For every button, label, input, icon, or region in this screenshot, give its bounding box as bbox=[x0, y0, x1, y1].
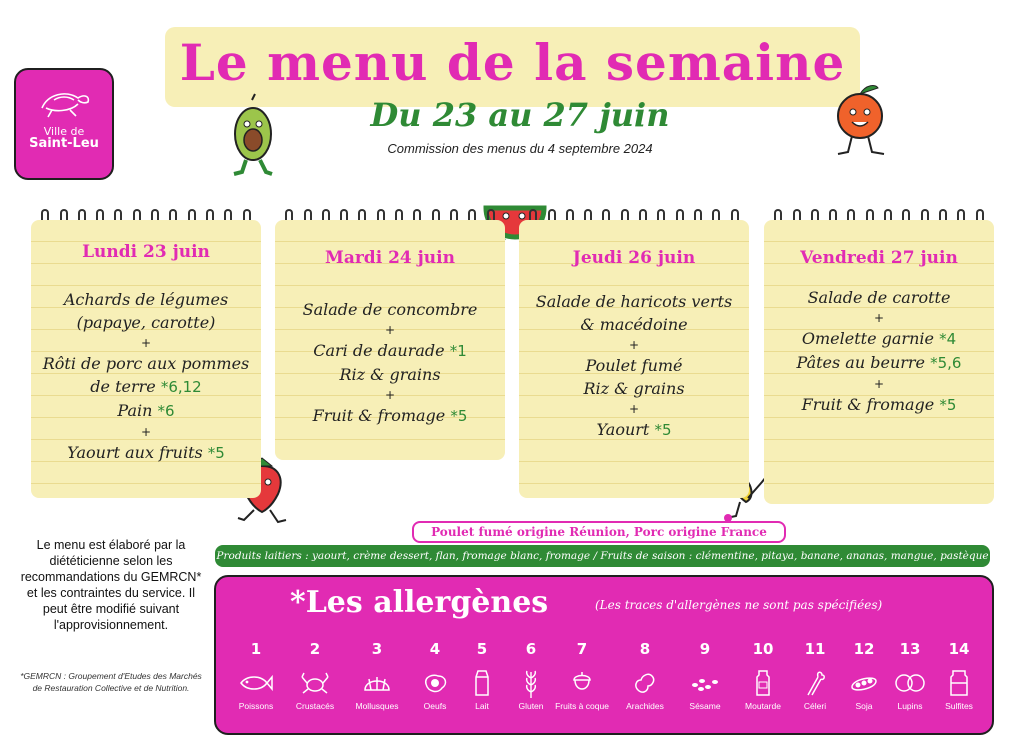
day-card-friday bbox=[764, 220, 994, 504]
allergen-5: 5 Lait bbox=[450, 640, 514, 711]
menu-item: Salade de carotte + Omelette garnie *4 Pâtes au beurre *5,6 + Fruit & fromage *5 bbox=[796, 288, 962, 414]
orange-mascot-icon bbox=[830, 76, 890, 162]
fish-icon bbox=[224, 668, 288, 698]
menu-item: Achards de légumes (papaye, carotte) + Rôti de porc aux pommes de terre *6,12 Pain *6 + Yaourt aux fruits *5 bbox=[42, 290, 250, 462]
allergen-12: 12 Soja bbox=[832, 640, 896, 711]
city-line2: Saint-Leu bbox=[29, 136, 99, 151]
commission-date: Commission des menus du 4 septembre 2024 bbox=[387, 141, 653, 156]
origin-banner: Poulet fumé origine Réunion, Porc origine France bbox=[412, 521, 786, 543]
allergen-3: 3 Mollusques bbox=[345, 640, 409, 711]
day-title: Vendredi 27 juin bbox=[800, 248, 958, 268]
sesame-icon bbox=[673, 668, 737, 698]
menu-item: Salade de haricots verts & macédoine + Poulet fumé Riz & grains + Yaourt *5 bbox=[535, 292, 733, 439]
allergen-6: 6 Gluten bbox=[499, 640, 563, 711]
day-card-tuesday bbox=[275, 220, 505, 460]
day-card-monday bbox=[31, 220, 261, 498]
city-name bbox=[16, 126, 112, 150]
day-title: Mardi 24 juin bbox=[325, 248, 455, 268]
allergen-1: 1 Poissons bbox=[224, 640, 288, 711]
peanut-icon bbox=[613, 668, 677, 698]
gemrcn-footnote: *GEMRCN : Groupement d'Etudes des Marchés de Restauration Collective et de Nutrition. bbox=[20, 671, 202, 693]
day-title: Lundi 23 juin bbox=[82, 242, 210, 262]
avocado-mascot-icon bbox=[228, 92, 278, 180]
allergens-title: *Les allergènes bbox=[290, 585, 549, 620]
shell-icon bbox=[345, 668, 409, 698]
page-title: Le menu de la semaine bbox=[179, 33, 846, 92]
sulfite-icon bbox=[927, 668, 991, 698]
allergen-14: 14 Sulfites bbox=[927, 640, 991, 711]
allergen-7: 7 Fruits à coque bbox=[550, 640, 614, 711]
allergens-subtitle: (Les traces d'allergènes ne sont pas spécifiées) bbox=[595, 598, 883, 612]
menu-note: Le menu est élaboré par la diététicienne selon les recommandations du GEMRCN* et les contraintes du service. Il peut être modifié suivant l'approvisionnement. bbox=[20, 538, 202, 632]
allergen-13: 13 Lupins bbox=[878, 640, 942, 711]
allergen-10: 10 Moutarde bbox=[731, 640, 795, 711]
turtle-icon bbox=[36, 84, 92, 120]
menu-item: Salade de concombre + Cari de daurade *1 Riz & grains + Fruit & fromage *5 bbox=[302, 300, 478, 425]
allergen-11: 11 Céleri bbox=[783, 640, 847, 711]
day-title: Jeudi 26 juin bbox=[572, 248, 696, 268]
week-dates: Du 23 au 27 juin bbox=[370, 96, 670, 134]
allergen-4: 4 Oeufs bbox=[403, 640, 467, 711]
allergen-2: 2 Crustacés bbox=[283, 640, 347, 711]
city-logo bbox=[14, 68, 114, 180]
allergen-8: 8 Arachides bbox=[613, 640, 677, 711]
products-banner: Produits laitiers : yaourt, crème dessert, flan, fromage blanc, fromage / Fruits de saison : clémentine, pitaya, banane, ananas, mangue, pastèque bbox=[215, 545, 990, 567]
allergen-9: 9 Sésame bbox=[673, 640, 737, 711]
day-card-thursday bbox=[519, 220, 749, 498]
crab-icon bbox=[283, 668, 347, 698]
nut-icon bbox=[550, 668, 614, 698]
city-line1: Ville de bbox=[43, 125, 85, 138]
